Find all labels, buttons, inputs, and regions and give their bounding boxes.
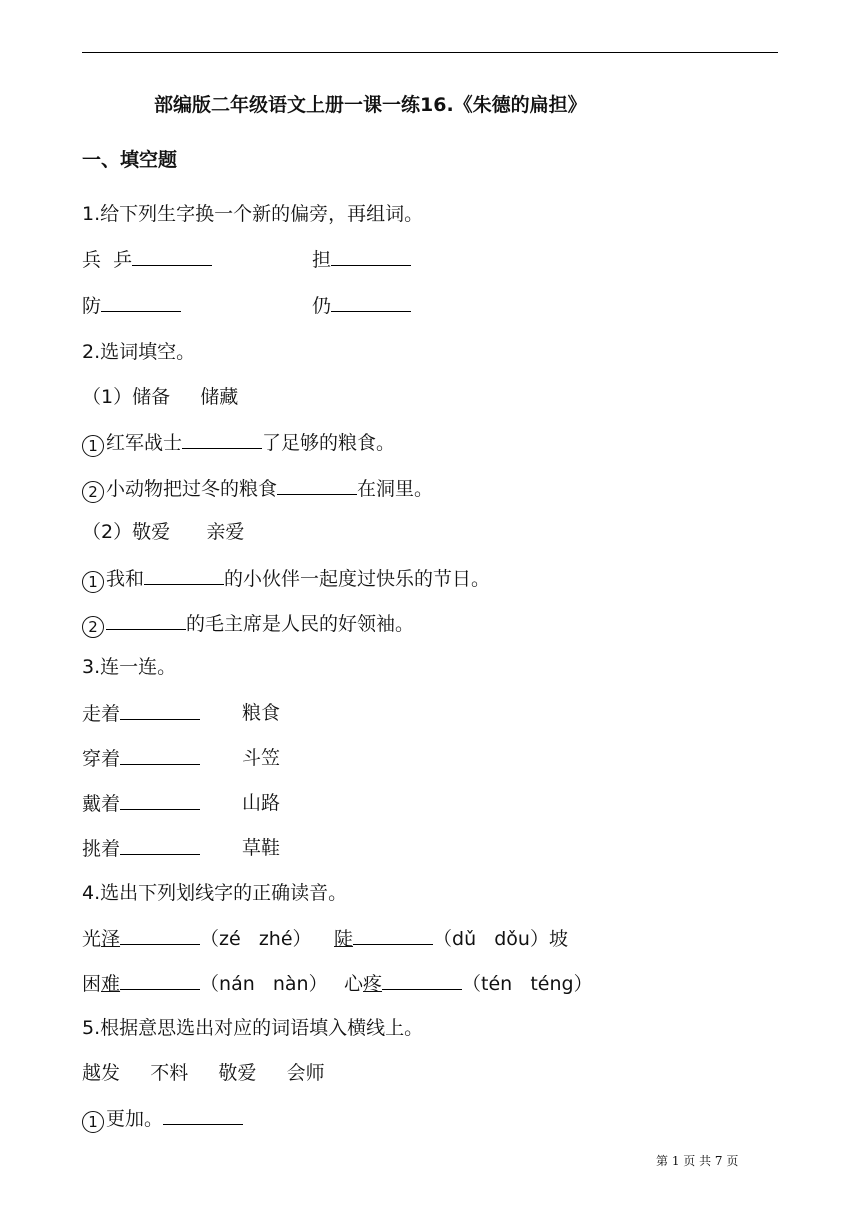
pinyin-options: （dǔ dǒu）坡 [433, 928, 568, 950]
q1-char: 担 [312, 249, 332, 271]
match-right: 粮食 [242, 702, 281, 724]
answer-blank[interactable] [163, 1106, 243, 1125]
text: 困 [82, 973, 102, 995]
text: 红军战士 [106, 432, 183, 454]
text: 心 [344, 973, 364, 995]
answer-blank[interactable] [132, 247, 212, 266]
page-title: 部编版二年级语文上册一课一练16.《朱德的扁担》 [154, 94, 587, 116]
header-rule [82, 52, 778, 53]
match-left: 穿着 [82, 748, 121, 770]
text: 的毛主席是人民的好领袖。 [186, 613, 415, 635]
answer-blank[interactable] [120, 701, 200, 720]
q1-char: 防 [82, 295, 102, 317]
answer-blank[interactable] [101, 293, 181, 312]
q2-group1: （1）储备 储藏 [82, 386, 239, 408]
answer-blank[interactable] [120, 746, 200, 765]
q4-row2-right [344, 971, 593, 996]
q5-item1 [82, 1106, 243, 1133]
q3-row [82, 791, 281, 816]
q4-row1-right [334, 926, 568, 951]
q2-g2-item2 [82, 611, 414, 638]
answer-blank[interactable] [120, 836, 200, 855]
q2-group2: （2）敬爱 亲爱 [82, 521, 245, 543]
q3-prompt: 3.连一连。 [82, 656, 177, 678]
pinyin-options: （zé zhé） [200, 928, 312, 950]
circled-number: 2 [82, 481, 104, 503]
text: 小动物把过冬的粮食 [106, 478, 278, 500]
match-right: 草鞋 [242, 837, 281, 859]
answer-blank[interactable] [120, 971, 200, 990]
q3-row [82, 836, 281, 861]
text: 的小伙伴一起度过快乐的节日。 [224, 568, 491, 590]
q1-char: 兵 乒 [82, 249, 133, 271]
q1-row2-right [312, 293, 411, 318]
q1-row2-left [82, 293, 181, 318]
text: 光 [82, 928, 102, 950]
answer-blank[interactable] [120, 791, 200, 810]
q1-row1-right [312, 247, 411, 272]
q4-prompt: 4.选出下列划线字的正确读音。 [82, 882, 348, 904]
answer-blank[interactable] [331, 293, 411, 312]
q1-row1-left [82, 247, 212, 272]
pinyin-options: （tén téng） [462, 973, 593, 995]
q5-word-bank: 越发 不料 敬爱 会师 [82, 1062, 325, 1084]
answer-blank[interactable] [120, 926, 200, 945]
q3-row [82, 746, 281, 771]
q2-g1-item1 [82, 430, 395, 457]
circled-number: 1 [82, 1111, 104, 1133]
answer-blank[interactable] [382, 971, 462, 990]
match-right: 山路 [242, 792, 281, 814]
circled-number: 2 [82, 616, 104, 638]
circled-number: 1 [82, 571, 104, 593]
q2-prompt: 2.选词填空。 [82, 341, 196, 363]
section-heading: 一、填空题 [82, 149, 178, 171]
circled-number: 1 [82, 435, 104, 457]
text: 我和 [106, 568, 145, 590]
q1-char: 仍 [312, 295, 332, 317]
q4-row1-left [82, 926, 312, 951]
text: 了足够的粮食。 [262, 432, 396, 454]
q5-prompt: 5.根据意思选出对应的词语填入横线上。 [82, 1017, 424, 1039]
pinyin-options: （nán nàn） [200, 973, 328, 995]
underlined-char: 泽 [101, 928, 121, 950]
text: 更加。 [106, 1108, 164, 1130]
underlined-char: 陡 [334, 928, 354, 950]
match-left: 走着 [82, 703, 121, 725]
answer-blank[interactable] [331, 247, 411, 266]
q2-g1-item2 [82, 476, 433, 503]
answer-blank[interactable] [277, 476, 357, 495]
q4-row2-left [82, 971, 328, 996]
match-left: 戴着 [82, 793, 121, 815]
answer-blank[interactable] [106, 611, 186, 630]
q1-prompt: 1.给下列生字换一个新的偏旁，再组词。 [82, 203, 424, 225]
underlined-char: 疼 [363, 973, 383, 995]
match-right: 斗笠 [242, 747, 281, 769]
answer-blank[interactable] [144, 566, 224, 585]
q2-g2-item1 [82, 566, 490, 593]
answer-blank[interactable] [182, 430, 262, 449]
underlined-char: 难 [101, 973, 121, 995]
answer-blank[interactable] [353, 926, 433, 945]
text: 在洞里。 [357, 478, 434, 500]
page-footer: 第 1 页 共 7 页 [656, 1154, 739, 1168]
q3-row [82, 701, 281, 726]
match-left: 挑着 [82, 838, 121, 860]
